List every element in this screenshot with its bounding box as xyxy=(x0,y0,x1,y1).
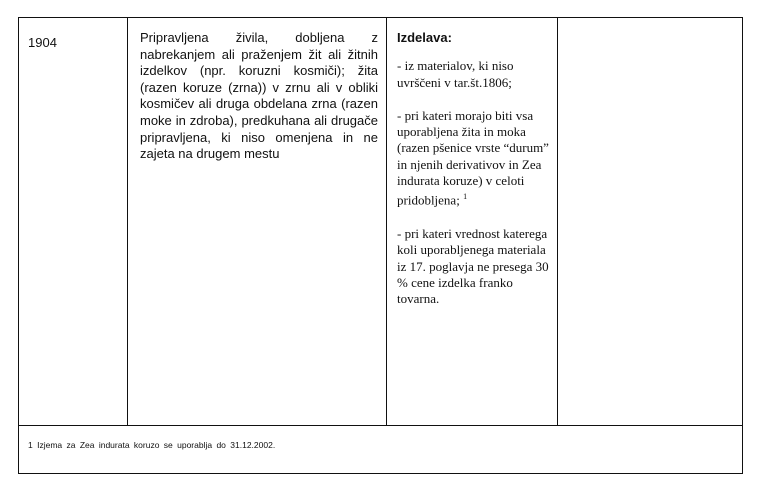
description-text: Pripravljena živila, dobljena z nabrekanjem ali praženjem žit ali žitnih izdelkov (npr. koruzni kosmiči); žita (razen koruze (zrna)) v zrnu ali v obliki kosmičev ali druga obdelana zrna (razen moke in zdroba), predkuhana ali drugače pripravljena, ki niso omenjena in ne zajeta na drugem mestu xyxy=(140,30,378,162)
footnote-marker: 1 xyxy=(463,192,468,202)
tariff-code: 1904 xyxy=(28,35,57,50)
column-divider xyxy=(386,17,387,425)
rule-heading: Izdelava: xyxy=(397,30,452,45)
footnote-text: 1 Izjema za Zea indurata koruzo se uporablja do 31.12.2002. xyxy=(28,440,276,450)
column-divider xyxy=(557,17,558,425)
footnote-divider xyxy=(18,425,743,426)
rule-item: - iz materialov, ki niso uvrščeni v tar.št.1806; xyxy=(397,58,514,90)
rule-item xyxy=(397,108,555,209)
rule-item-text: - pri kateri morajo biti vsa uporabljena žita in moka (razen pšenice vrste “durum” in njenih derivativov in Zea indurata koruze) v celoti pridobljena; xyxy=(397,107,549,208)
origin-rule xyxy=(397,30,555,324)
product-description xyxy=(140,30,378,163)
rule-item: - pri kateri vrednost katerega koli uporabljenega materiala iz 17. poglavja ne presega 30 % cene izdelka franko tovarna. xyxy=(397,226,549,307)
column-divider xyxy=(127,17,128,425)
